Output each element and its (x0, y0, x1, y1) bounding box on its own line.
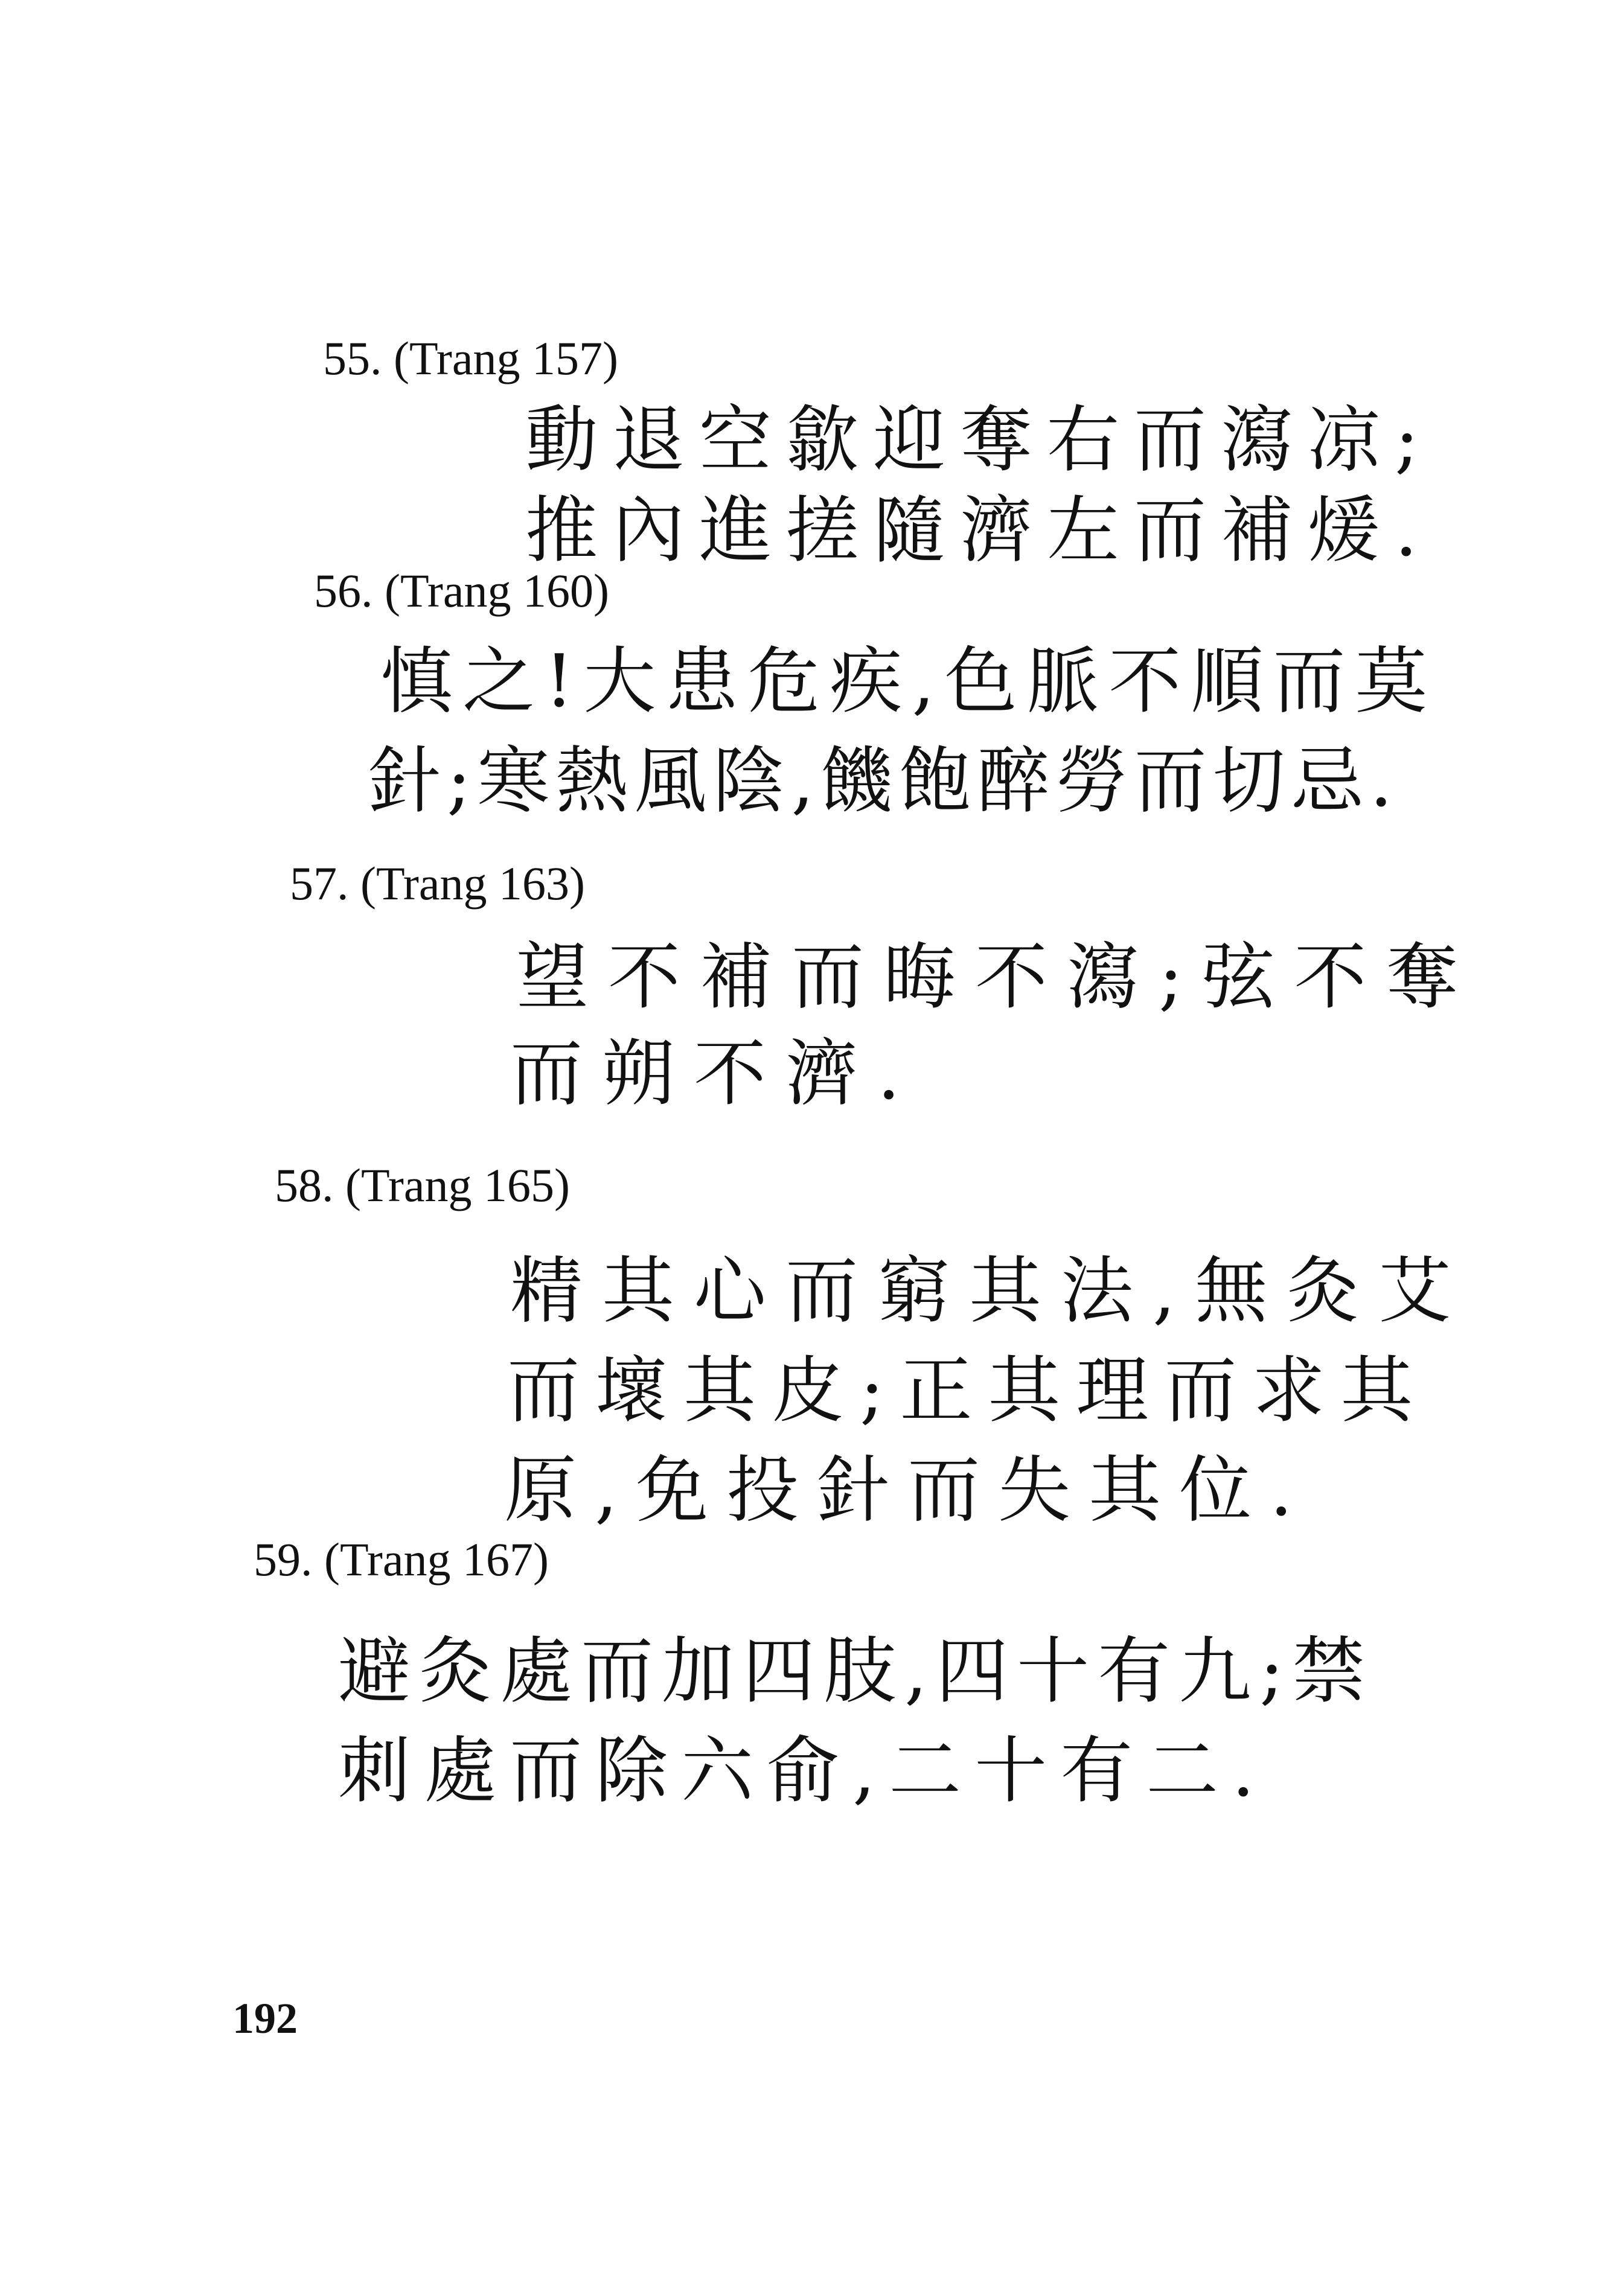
entry-57-heading: 57. (Trang 163) (290, 857, 585, 910)
entry-56-line-2: 針;寒熱風陰,饑飽醉勞而切忌. (368, 739, 1399, 823)
entry-57-line-1: 望不補而晦不瀉;弦不奪 (516, 936, 1478, 1019)
entry-56-line-1: 慎之!大患危疾,色脈不順而莫 (380, 640, 1437, 724)
entry-59-line-2: 刺處而除六俞,二十有二. (338, 1729, 1268, 1813)
entry-55-line-2: 推內進搓隨濟左而補煖. (525, 489, 1433, 573)
entry-58-line-3: 原,免投針而失其位. (504, 1449, 1311, 1532)
page-number: 192 (232, 1994, 298, 2042)
entry-58-line-2: 而壞其皮;正其理而求其 (507, 1349, 1429, 1433)
entry-58-heading: 58. (Trang 165) (275, 1159, 570, 1211)
entry-56-heading: 56. (Trang 160) (314, 564, 609, 617)
entry-57-line-2: 而朔不濟. (510, 1032, 920, 1116)
entry-55-heading: 55. (Trang 157) (323, 332, 618, 384)
entry-59-line-1: 避灸處而加四肢,四十有九;禁 (338, 1630, 1373, 1714)
entry-58-line-1: 精其心而窮其法,無灸艾 (510, 1249, 1471, 1333)
entry-59-heading: 59. (Trang 167) (254, 1533, 549, 1586)
entry-55-line-1: 動退空歙迎奪右而瀉凉; (525, 398, 1434, 482)
